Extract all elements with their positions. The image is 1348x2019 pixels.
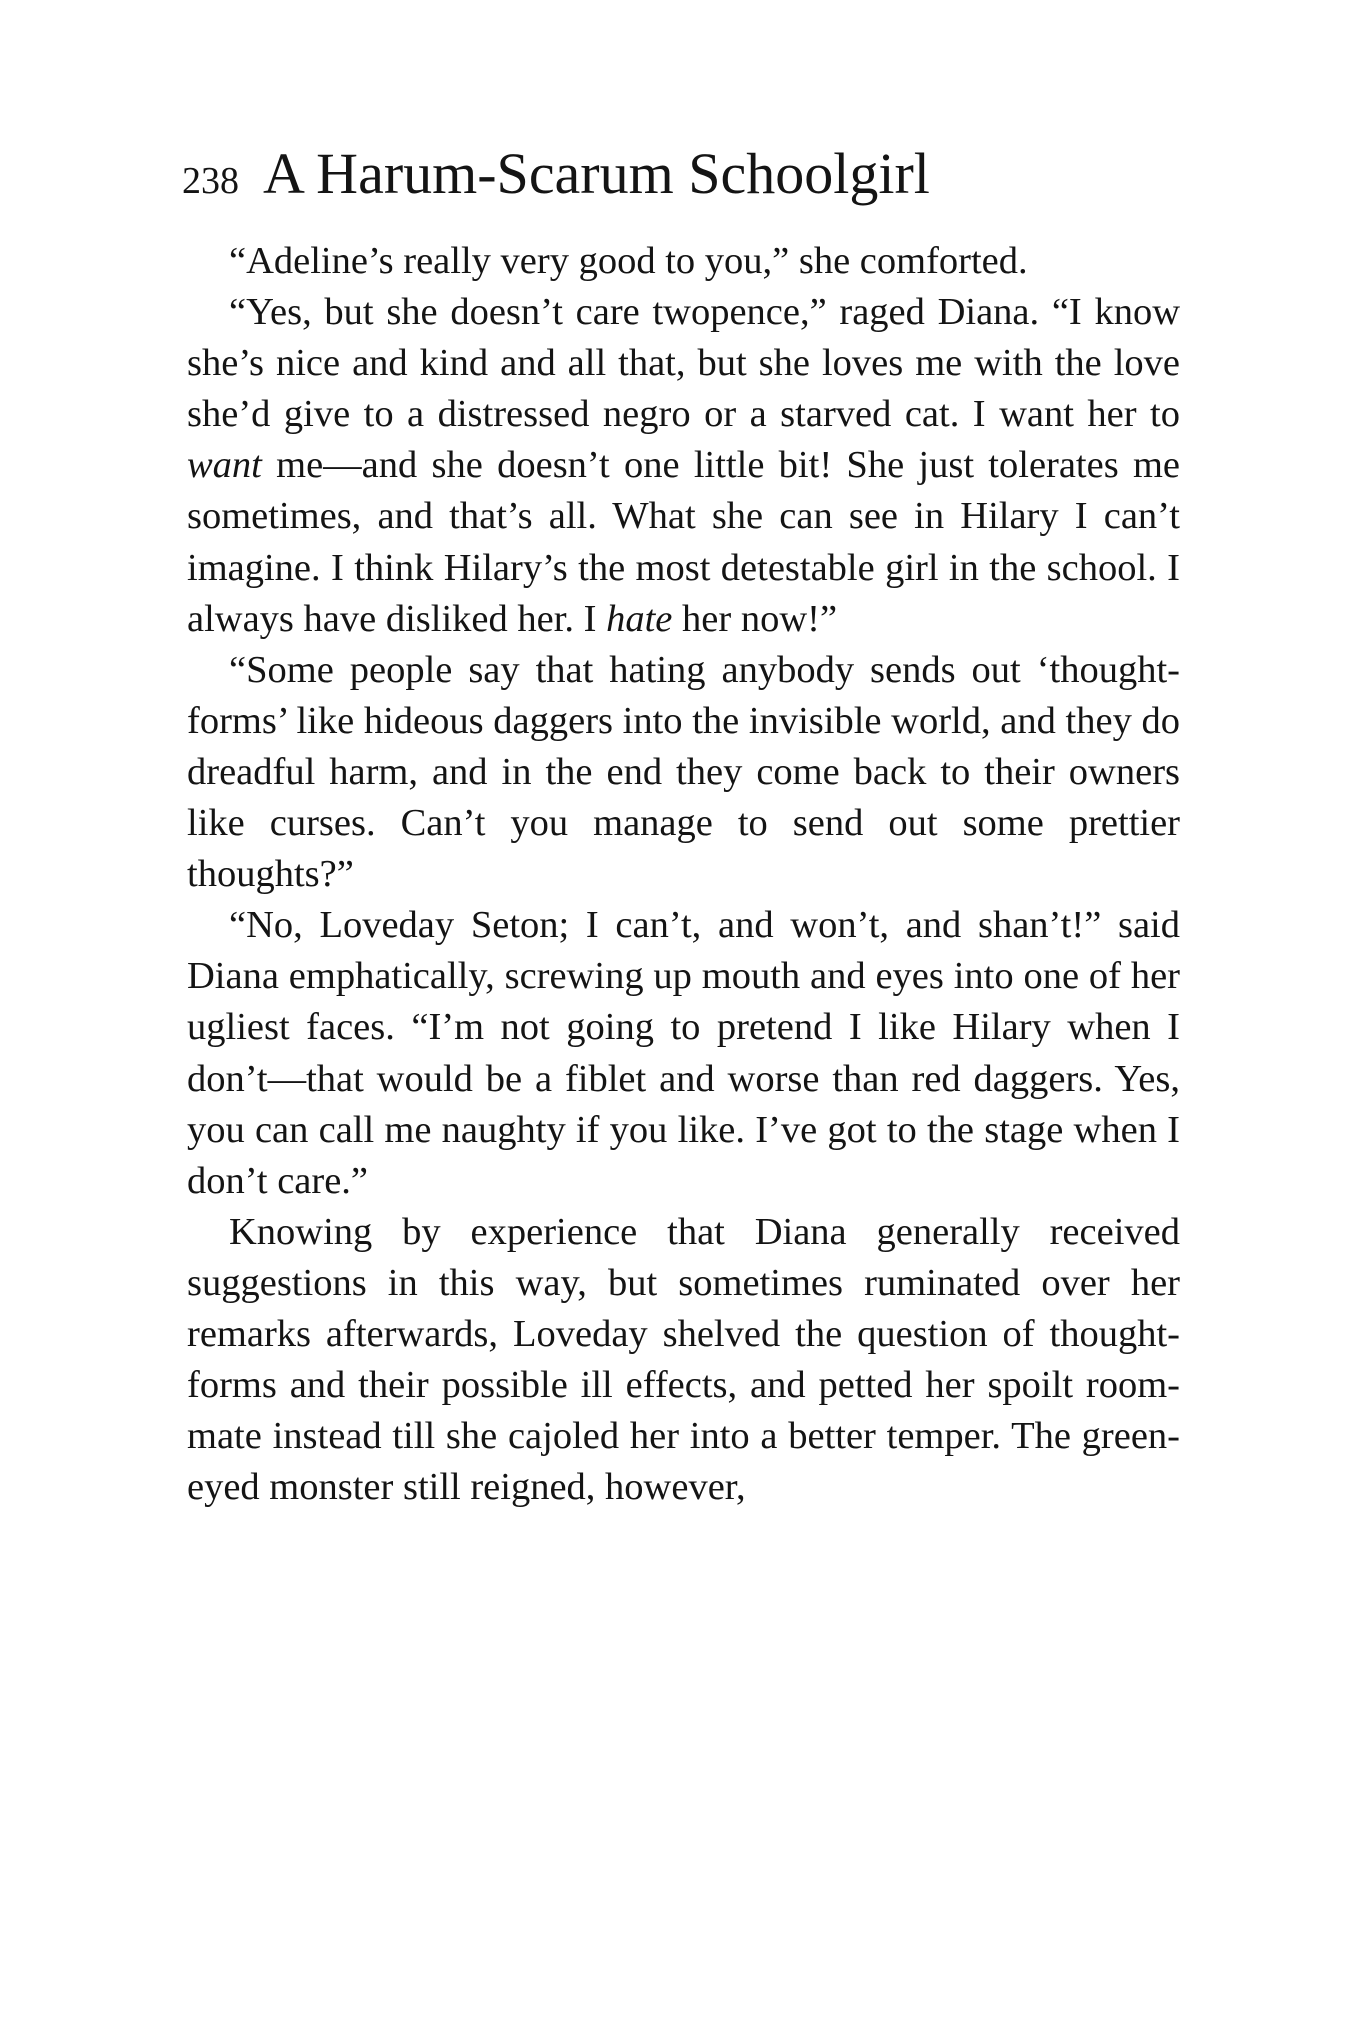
paragraph-2-part-b: me—and she doesn’t one little bit! She just tolerates me sometimes, and that’s all. What she can see in Hilary I can’t imagine. I think Hilary’s the most detestable girl in the school. I always have disliked her. I [187, 444, 1180, 640]
paragraph-2-part-c: her now!” [672, 597, 838, 640]
emphasis-hate: hate [606, 597, 673, 640]
paragraph-2 [187, 287, 1180, 645]
body-text [187, 236, 1180, 1513]
paragraph-3: “Some people say that hating anybody sends out ‘thought-forms’ like hideous daggers into the invisible world, and they do dreadful harm, and in the end they come back to their owners like curses. Can’t you manage to send out some prettier thoughts?” [187, 648, 1180, 896]
paragraph-5: Knowing by experience that Diana generally received suggestions in this way, but sometimes ruminated over her remarks afterwards, Loveday shelved the question of thought-forms and their possible ill effects, and petted her spoilt room-mate instead till she cajoled her into a better temper. The green-eyed monster still reigned, however, [187, 1210, 1180, 1509]
paragraph-2-part-a: “Yes, but she doesn’t care twopence,” raged Diana. “I know she’s nice and kind and all that, but she loves me with the love she’d give to a distressed negro or a starved cat. I want her to [187, 291, 1180, 436]
paragraph-1: “Adeline’s really very good to you,” she comforted. [229, 240, 1028, 282]
page-header [182, 140, 1182, 207]
running-title: A Harum-Scarum Schoolgirl [263, 141, 930, 206]
paragraph-4: “No, Loveday Seton; I can’t, and won’t, and shan’t!” said Diana emphatically, screwing up mouth and eyes into one of her ugliest faces. “I’m not going to pretend I like Hilary when I don’t—that would be a fiblet and worse than red daggers. Yes, you can call me naughty if you like. I’ve got to the stage when I don’t care.” [187, 904, 1180, 1202]
emphasis-want: want [187, 444, 262, 487]
page-number: 238 [182, 160, 239, 202]
